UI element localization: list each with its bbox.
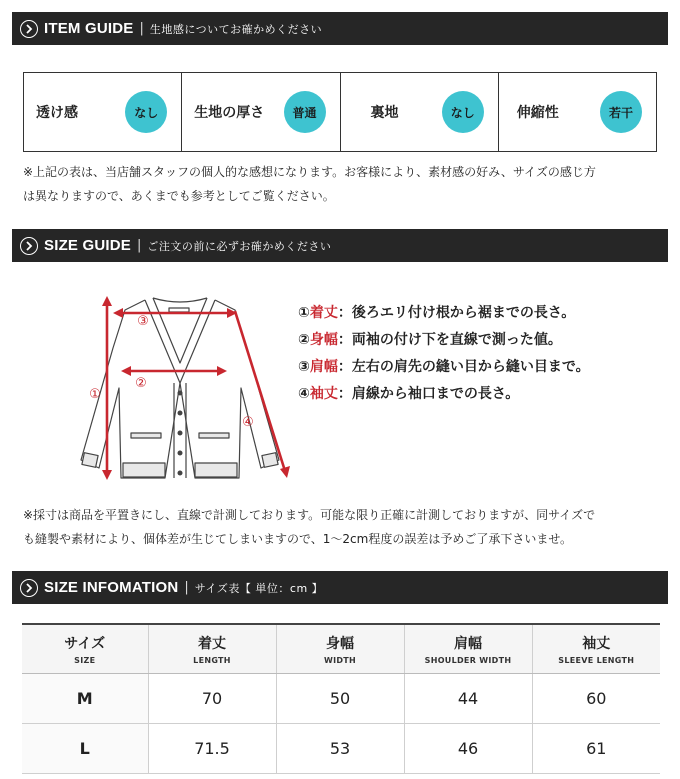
definition-desc: ：後ろエリ付け根から裾までの長さ。: [337, 305, 576, 321]
item-guide-title: ITEM GUIDE: [44, 20, 134, 37]
chevron-right-icon: [20, 20, 38, 38]
header-separator: |: [137, 238, 142, 253]
fabric-guide-table: [23, 72, 657, 152]
table-cell: 44: [404, 673, 532, 723]
marker-3: ③: [137, 314, 149, 329]
table-cell: 71.5: [148, 723, 276, 773]
note-line: ※上記の表は、当店舗スタッフの個人的な感想になります。お客様により、素材感の好み、サイズの感じ方: [23, 165, 596, 179]
size-guide-subtitle: ご注文の前に必ずお確かめください: [147, 239, 332, 253]
size-table: [22, 623, 660, 774]
definition-number: ②: [298, 332, 310, 348]
definition-key: 着丈: [309, 305, 338, 321]
definition-key: 肩幅: [309, 359, 338, 375]
marker-1: ①: [89, 387, 101, 402]
guide-item-value-badge: なし: [125, 91, 167, 133]
item-guide-subtitle: 生地感についてお確かめください: [149, 22, 323, 36]
definition-length: [298, 300, 590, 327]
guide-item-stretch: [499, 73, 656, 151]
size-info-subtitle: サイズ表【 単位：cm 】: [194, 581, 324, 595]
cardigan-diagram: [55, 288, 300, 488]
header-shoulder: 肩幅 SHOULDER WIDTH: [404, 624, 532, 673]
definition-desc: ：左右の肩先の縫い目から縫い目まで。: [337, 359, 590, 375]
table-cell: 70: [148, 673, 276, 723]
definition-desc: ：両袖の付け下を直線で測った値。: [337, 332, 562, 348]
definition-shoulder: [298, 354, 590, 381]
definition-width: [298, 327, 590, 354]
header-separator: |: [184, 580, 189, 595]
marker-2: ②: [135, 376, 147, 391]
header-size: サイズ SIZE: [22, 624, 148, 673]
note-line: も縫製や素材により、個体差が生じてしまいますので、1～2cm程度の誤差は予めご了承下さいませ。: [23, 532, 572, 546]
definition-sleeve: [298, 381, 590, 408]
guide-item-lining: [341, 73, 499, 151]
header-sleeve: 袖丈 SLEEVE LENGTH: [532, 624, 660, 673]
guide-item-label: 透け感: [36, 105, 78, 121]
size-guide-title: SIZE GUIDE: [44, 237, 132, 254]
table-row: [22, 723, 660, 773]
definition-key: 袖丈: [309, 386, 338, 402]
guide-item-value-badge: なし: [442, 91, 484, 133]
guide-item-label: 裏地: [370, 105, 399, 121]
chevron-right-icon: [20, 237, 38, 255]
table-cell: M: [22, 673, 148, 723]
header-length: 着丈 LENGTH: [148, 624, 276, 673]
guide-item-transparency: [24, 73, 182, 151]
size-guide-note: [23, 503, 673, 551]
definition-desc: ：肩線から袖口までの長さ。: [337, 386, 520, 402]
item-guide-note: [23, 160, 673, 208]
table-cell: 60: [532, 673, 660, 723]
header-width: 身幅 WIDTH: [276, 624, 404, 673]
definition-key: 身幅: [309, 332, 338, 348]
size-guide-header: [12, 229, 668, 262]
definition-number: ①: [298, 305, 310, 321]
definition-number: ③: [298, 359, 310, 375]
size-info-header: [12, 571, 668, 604]
note-line: ※採寸は商品を平置きにし、直線で計測しております。可能な限り正確に計測しておりますが、同サイズで: [23, 508, 596, 522]
table-cell: 53: [276, 723, 404, 773]
cardigan-buttons: [178, 391, 183, 476]
chevron-right-icon: [20, 579, 38, 597]
guide-item-value-badge: 若干: [600, 91, 642, 133]
guide-item-value-badge: 普通: [284, 91, 326, 133]
note-line: は異なりますので、あくまでも参考としてご覧ください。: [23, 189, 335, 203]
marker-4: ④: [242, 415, 254, 430]
table-cell: L: [22, 723, 148, 773]
size-table-header-row: [22, 624, 660, 673]
guide-item-label: 伸縮性: [516, 105, 559, 121]
table-cell: 61: [532, 723, 660, 773]
size-info-title: SIZE INFOMATION: [44, 579, 179, 596]
table-row: [22, 673, 660, 723]
item-guide-header: [12, 12, 668, 45]
guide-item-thickness: [182, 73, 340, 151]
definition-number: ④: [298, 386, 310, 402]
table-cell: 46: [404, 723, 532, 773]
table-cell: 50: [276, 673, 404, 723]
header-separator: |: [139, 21, 144, 36]
guide-item-label: 生地の厚さ: [194, 105, 265, 121]
measurement-definitions: [298, 300, 590, 408]
